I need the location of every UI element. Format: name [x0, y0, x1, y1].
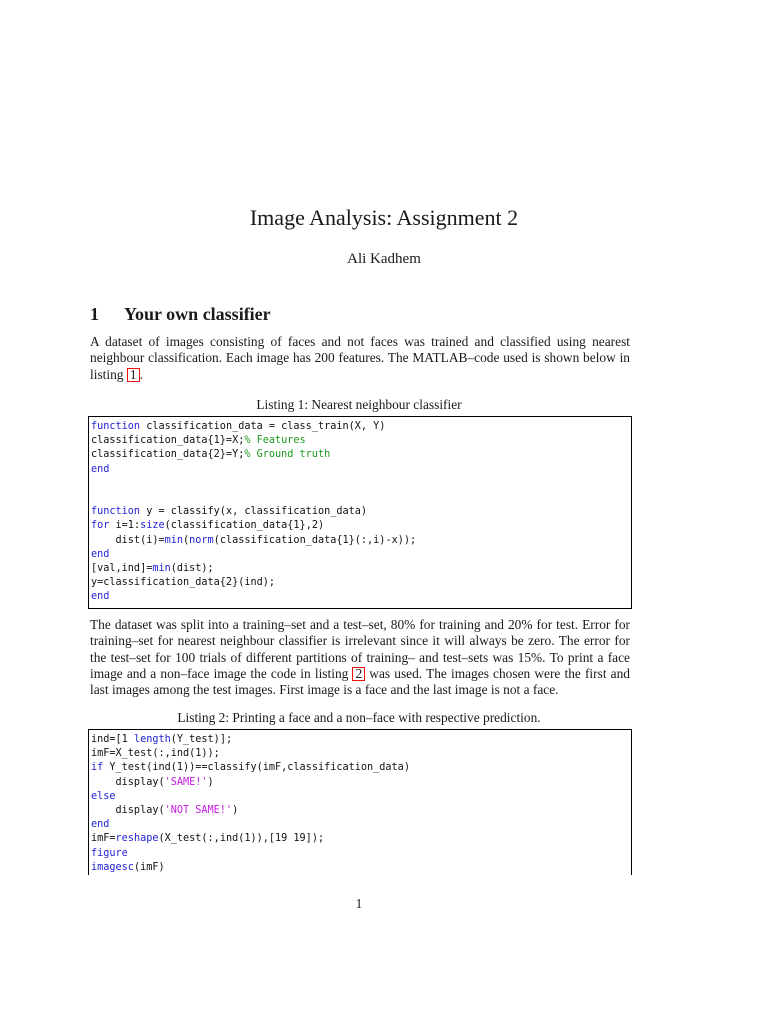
code-keyword: if	[91, 762, 104, 774]
author-name: Ali Kadhem	[347, 251, 421, 267]
code-keyword: function	[91, 421, 141, 432]
paragraph-text: was used. The images chosen were the first and last images among the test images. First image is a face and the last image is not a face.	[90, 665, 630, 698]
code-text: Y_test(ind(1))==classify(imF,classification_data)	[103, 762, 410, 774]
code-text: classification_data{2}=Y;	[91, 449, 245, 461]
section-number: 1	[90, 304, 99, 324]
code-text: classification_data{1}=X;	[91, 435, 245, 447]
code-text: (Y_test)];	[170, 734, 233, 745]
code-text: (imF)	[133, 861, 165, 873]
paragraph-results	[90, 617, 630, 698]
code-text: (X_test(:,ind(1)),[19 19]);	[158, 833, 325, 845]
paragraph-intro	[90, 334, 630, 383]
section-heading	[90, 304, 271, 325]
code-line	[91, 790, 629, 804]
code-line	[91, 463, 629, 477]
code-text: [val,ind]=	[91, 562, 153, 574]
code-line	[91, 804, 629, 818]
code-keyword: reshape	[115, 833, 159, 845]
code-keyword: min	[164, 534, 184, 546]
code-listing-2	[88, 729, 632, 875]
page-title: Image Analysis: Assignment 2	[249, 205, 519, 230]
code-text: y=classification_data{2}(ind);	[91, 577, 276, 589]
section-title: Your own classifier	[124, 304, 271, 324]
code-text: display(	[91, 776, 165, 788]
code-keyword: end	[91, 463, 110, 475]
code-line	[91, 590, 629, 604]
code-text: imF=X_test(:,ind(1));	[91, 748, 220, 760]
code-text: (dist);	[170, 562, 214, 574]
code-line	[91, 534, 629, 548]
code-keyword: for	[91, 520, 110, 532]
code-text: dist(i)=	[91, 534, 165, 546]
paragraph-text: –code used is shown below in listing	[90, 350, 630, 382]
code-line	[91, 576, 629, 590]
code-line	[91, 861, 629, 875]
code-text: i=1:	[109, 520, 141, 532]
code-text: y = classify(x, classification_data)	[140, 506, 368, 518]
code-keyword: norm	[189, 534, 214, 546]
code-line	[91, 548, 629, 562]
code-line	[91, 420, 629, 434]
code-listing-1	[88, 416, 632, 609]
code-keyword: length	[133, 734, 171, 745]
paragraph-text: The dataset was split into a training–set and a test–set, 80% for training and 20% for test. Error for training–set for nearest neighbour classifier is irrelevant since it will always be zero. The error for the test–set for 100 trials of different partitions of training– and test–sets was 15%. To print a face image and a non–face image the code in listing	[90, 617, 630, 681]
code-comment: % Ground truth	[244, 449, 331, 461]
code-line	[91, 847, 629, 861]
code-keyword: imagesc	[91, 861, 134, 873]
listing-ref-link[interactable]: 2	[352, 667, 365, 681]
code-text: (	[183, 534, 190, 546]
page-number: 1	[355, 896, 363, 911]
code-line	[91, 776, 629, 790]
matlab-name: MATLAB	[412, 350, 468, 366]
code-comment: % Features	[244, 435, 306, 447]
code-keyword: end	[91, 819, 110, 831]
code-text: (classification_data{1}(:,i)-x));	[213, 534, 417, 546]
code-line	[91, 747, 629, 761]
code-line	[91, 832, 629, 846]
listing-ref-link[interactable]: 1	[127, 368, 140, 382]
paragraph-text: .	[139, 366, 143, 382]
code-text: imF=	[91, 833, 116, 845]
paragraph-text: A dataset of images consisting of faces and not faces was trained and classified using nearest neighbour classification. Each image has 200 features. The	[90, 334, 630, 366]
code-line	[91, 448, 629, 462]
code-line	[91, 519, 629, 533]
code-line	[91, 491, 629, 505]
code-line	[91, 733, 629, 747]
code-text: ind=[1	[91, 734, 134, 745]
code-line	[91, 761, 629, 775]
code-text: )	[207, 776, 214, 788]
code-line	[91, 562, 629, 576]
code-text: (classification_data{1},2)	[164, 520, 325, 532]
code-keyword: size	[140, 520, 165, 532]
listing-caption: Listing 2: Printing a face and a non–face with respective prediction.	[177, 710, 541, 725]
code-text: display(	[91, 804, 165, 816]
listing-caption: Listing 1: Nearest neighbour classifier	[256, 397, 462, 412]
code-keyword: figure	[91, 847, 128, 859]
code-keyword: end	[91, 548, 110, 560]
code-keyword: function	[91, 506, 141, 518]
code-keyword: end	[91, 591, 110, 603]
code-string: 'SAME!'	[164, 776, 208, 788]
code-text: classification_data = class_train(X, Y)	[140, 421, 386, 432]
code-keyword: else	[91, 790, 116, 802]
code-line	[91, 505, 629, 519]
code-string: 'NOT SAME!'	[164, 804, 233, 816]
code-keyword: min	[152, 562, 171, 574]
code-line	[91, 818, 629, 832]
code-text: )	[232, 804, 239, 816]
code-line	[91, 477, 629, 491]
code-line	[91, 434, 629, 448]
